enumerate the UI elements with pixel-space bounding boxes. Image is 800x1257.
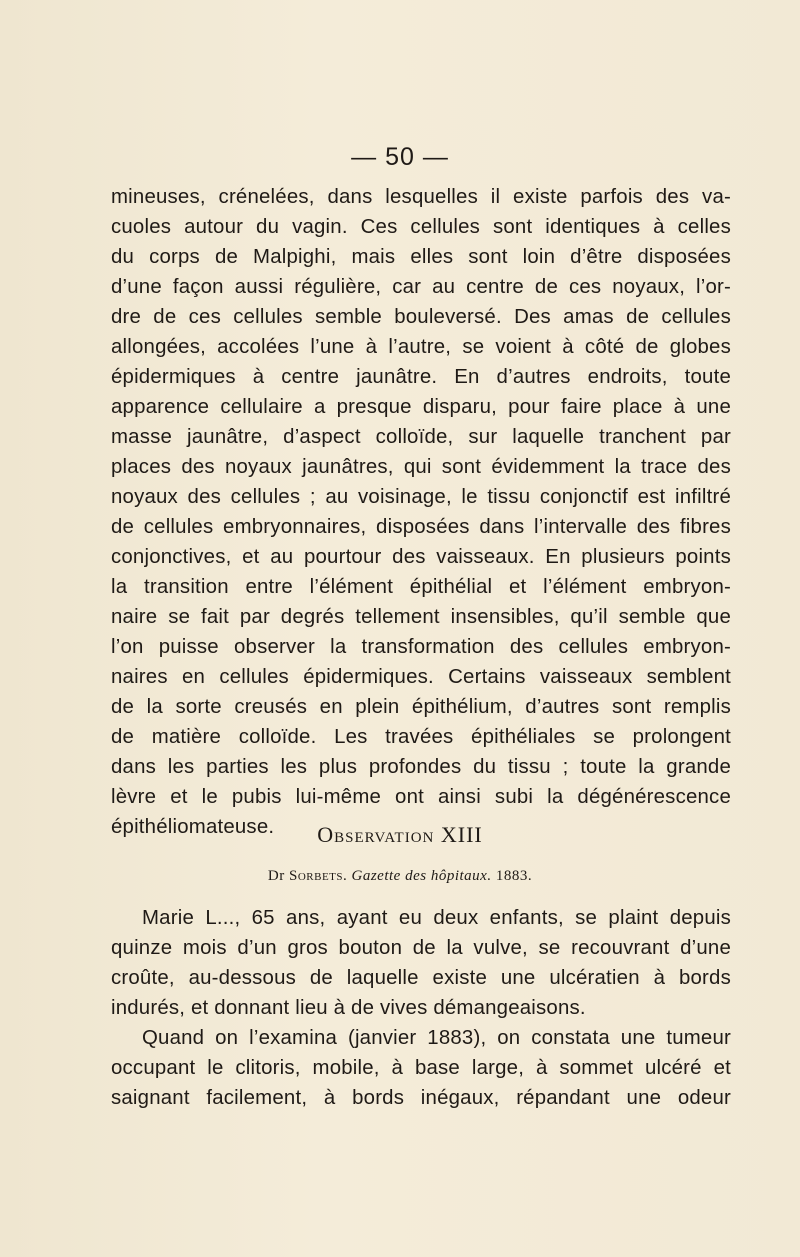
- text-line: naire se fait par degrés tellement insensibles, qu’il semble que: [111, 606, 731, 628]
- text-line: lèvre et le pubis lui-même ont ainsi subi la dégénérescence: [111, 786, 731, 808]
- text-line: apparence cellulaire a presque disparu, pour faire place à une: [111, 396, 731, 418]
- text-line: mineuses, crénelées, dans lesquelles il existe parfois des va-: [111, 186, 731, 208]
- text-line: noyaux des cellules ; au voisinage, le tissu conjonctif est infiltré: [111, 486, 731, 508]
- text-line: Quand on l’examina (janvier 1883), on constata une tumeur: [142, 1027, 731, 1049]
- text-line: épidermiques à centre jaunâtre. En d’autres endroits, toute: [111, 366, 731, 388]
- text-line: d’une façon aussi régulière, car au centre de ces noyaux, l’or-: [111, 276, 731, 298]
- text-line: la transition entre l’élément épithélial et l’élément embryon-: [111, 576, 731, 598]
- page-number: — 50 —: [351, 143, 449, 171]
- text-line: dre de ces cellules semble bouleversé. Des amas de cellules: [111, 306, 731, 328]
- text-line: cuoles autour du vagin. Ces cellules sont identiques à celles: [111, 216, 731, 238]
- text-line: de cellules embryonnaires, disposées dans l’intervalle des fibres: [111, 516, 731, 538]
- text-line: l’on puisse observer la transformation des cellules embryon-: [111, 636, 731, 658]
- text-line: épithéliomateuse.: [111, 816, 275, 838]
- observation-citation: [0, 868, 800, 885]
- text-line: de matière colloïde. Les travées épithéliales se prolongent: [111, 726, 731, 748]
- citation-year: 1883.: [495, 868, 533, 884]
- citation-journal: Gazette des hôpitaux.: [351, 868, 492, 884]
- text-line: quinze mois d’un gros bouton de la vulve, se recouvrant d’une: [111, 937, 731, 959]
- text-line: croûte, au-dessous de laquelle existe une ulcératien à bords: [111, 967, 731, 989]
- author-prefix: Dr: [267, 868, 285, 884]
- observation-title: Observation XIII: [317, 822, 483, 847]
- text-line: du corps de Malpighi, mais elles sont loin d’être disposées: [111, 246, 731, 268]
- citation-author: Sorbets.: [288, 868, 348, 884]
- text-line: dans les parties les plus profondes du tissu ; toute la grande: [111, 756, 731, 778]
- text-line: de la sorte creusés en plein épithélium, d’autres sont remplis: [111, 696, 731, 718]
- text-line: allongées, accolées l’une à l’autre, se voient à côté de globes: [111, 336, 731, 358]
- text-line: occupant le clitoris, mobile, à base large, à sommet ulcéré et: [111, 1057, 731, 1079]
- text-line: masse jaunâtre, d’aspect colloïde, sur laquelle tranchent par: [111, 426, 731, 448]
- text-line: naires en cellules épidermiques. Certains vaisseaux semblent: [111, 666, 731, 688]
- text-line: conjonctives, et au pourtour des vaisseaux. En plusieurs points: [111, 546, 731, 568]
- observation-heading: [0, 822, 800, 848]
- observation-body: [111, 903, 731, 1113]
- text-line: places des noyaux jaunâtres, qui sont évidemment la trace des: [111, 456, 731, 478]
- text-line: indurés, et donnant lieu à de vives démangeaisons.: [111, 997, 586, 1019]
- text-line: saignant facilement, à bords inégaux, répandant une odeur: [111, 1087, 731, 1109]
- paragraph-pathology-description: [111, 182, 731, 842]
- text-line: Marie L..., 65 ans, ayant eu deux enfants, se plaint depuis: [142, 907, 731, 929]
